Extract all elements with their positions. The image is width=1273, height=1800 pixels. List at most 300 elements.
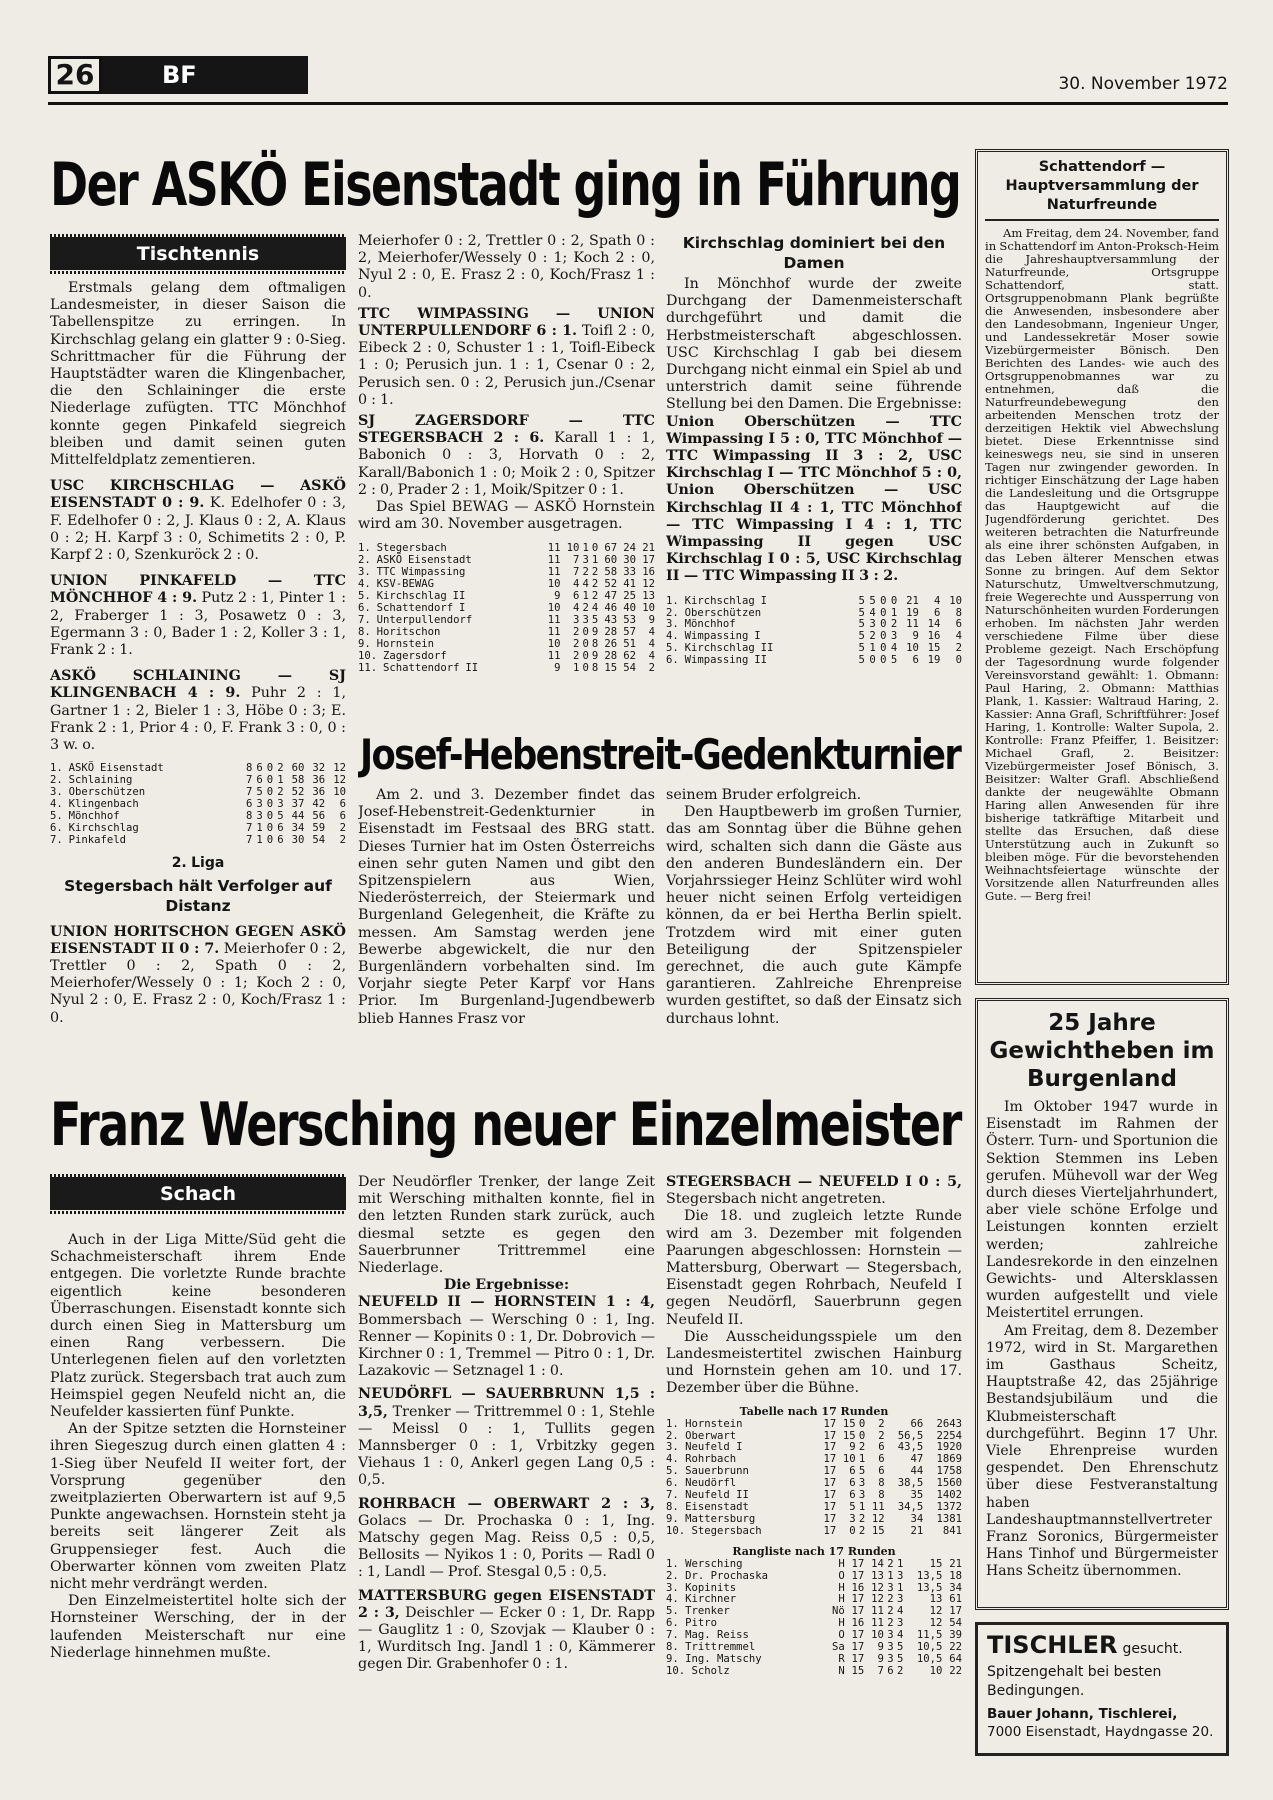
- chess-league-cell: 1402: [936, 1489, 962, 1502]
- tt-table-1-cell: 58: [291, 774, 305, 787]
- tt-table-2-cell: 3: [573, 613, 580, 626]
- chess-league-cell: 17: [823, 1453, 837, 1466]
- tt-table-1-cell: 7: [245, 786, 253, 799]
- chess-league-cell: 0: [858, 1429, 866, 1442]
- tt-table-1-cell: 2: [339, 833, 346, 846]
- chess-col3-text: [666, 1174, 962, 1398]
- tt-column-2: [358, 233, 655, 719]
- chess-rank-row: [666, 1559, 962, 1571]
- tt-table-2-cell: 2: [582, 601, 589, 614]
- chess-league-cell: 6: [878, 1465, 885, 1478]
- tt-table-3-cell: 5: [858, 594, 865, 607]
- tt-intro: Erstmals gelang dem oftmaligen Landesmeister, in dieser Saison die Tabellenspitze zu erringen. In Kirchschlag gelang ein glatter 9 : 0-Sieg. Schrittmacher für die Führung der Hauptstädter waren die Klingenbacher, die den Schlaininger die erste Niederlage zufügten. TTC Mönchhof konnte gegen Pinkafeld siegreich bleiben und damit seinen guten Mittelfeldplatz zementieren.: [50, 280, 346, 469]
- chess-rank-cell: R: [838, 1652, 845, 1665]
- tt-match-2-text: Putz 2 : 1, Pinter 1 : 2, Fraberger 1 : 3, Posawetz 0 : 3, Egermann 3 : 0, Bader 1 : 2, Koller 3 : 1, Frank 2 : 1.: [50, 590, 346, 659]
- tt-table-3-cell: 19: [906, 606, 919, 619]
- chess-rank-team: 2. Dr. Prochaska: [666, 1569, 769, 1582]
- chess-league-cell: 1381: [936, 1512, 962, 1525]
- tt-table-2-cell: 1: [573, 661, 580, 674]
- tt-table-1-cell: 7: [245, 821, 253, 834]
- chess-rank-cell: O: [838, 1569, 845, 1582]
- chess-league-cell: 6: [849, 1489, 856, 1502]
- tt-table-2-row: [358, 639, 655, 651]
- chess-rank-cell: 4: [896, 1605, 904, 1618]
- tt-table-2-cell: 5: [591, 613, 599, 626]
- tt-match-5-text: Toifl 2 : 0, Eibeck 2 : 0, Schuster 1 : 1, Toifl-Eibeck 1 : 0; Perusich jun. 1 : 1, Csenar 0 : 2, Perusich sen. 0 : 2, Perusich jun./Csenar 0 : 1.: [358, 323, 655, 408]
- chess-league-table: [666, 1404, 962, 1538]
- chess-league-cell: 66: [910, 1417, 924, 1430]
- chess-rank-cell: 64: [949, 1652, 962, 1665]
- tt-table-3-team: 1. Kirchschlag I: [666, 594, 768, 607]
- page-number: 26: [48, 56, 102, 94]
- tt-table-1-cell: 1: [256, 833, 263, 846]
- chess-league-cell: 34,5: [897, 1500, 924, 1513]
- tt-col2-text: [358, 233, 655, 719]
- chess-league-cell: 1560: [936, 1477, 962, 1490]
- tt-table-2-team: 8. Horitschon: [358, 625, 441, 638]
- chess-rank-cell: 2: [887, 1557, 894, 1570]
- chess-rank-cell: 5: [896, 1652, 904, 1665]
- chess-league-team: 2. Oberwart: [666, 1429, 737, 1442]
- tt-table-3-cell: 6: [912, 654, 919, 667]
- tt-table-2-cell: 11: [547, 554, 561, 567]
- hebenstreit-col-1: [358, 787, 655, 1073]
- tt-table-2-cell: 58: [604, 566, 618, 579]
- tt-table-1-cell: 0: [266, 809, 274, 822]
- tt-table-2-cell: 10: [547, 637, 561, 650]
- chess-rank-cell: 9: [877, 1641, 884, 1654]
- chess-league-cell: 1920: [936, 1441, 962, 1454]
- chess-rank-cell: Nö: [832, 1605, 845, 1618]
- chess-league-cell: 15: [842, 1417, 856, 1430]
- tt-table-1-cell: 12: [333, 774, 346, 787]
- chess-league-cell: 3: [858, 1477, 866, 1490]
- chess-round-1-head: NEUFELD II — HORNSTEIN 1 : 4,: [358, 1294, 655, 1311]
- chess-column-3: [666, 1174, 962, 1756]
- chess-rank-team: 10. Scholz: [666, 1664, 730, 1677]
- tt-table-2-cell: 11: [547, 566, 561, 579]
- chess-league-cell: 17: [823, 1465, 837, 1478]
- chess-league-cell: 2: [858, 1512, 866, 1525]
- tt-table-2-cell: 57: [623, 625, 637, 638]
- tt-table-2-cell: 62: [623, 649, 637, 662]
- tt-table-1-row: [50, 823, 346, 835]
- tt-table-2-cell: 4: [648, 649, 655, 662]
- tt-table-1-team: 2. Schlaining: [50, 774, 133, 787]
- tt-table-2-team: 7. Unterpullendorf: [358, 613, 473, 626]
- chess-rank-cell: 34: [949, 1581, 962, 1594]
- tt-table-2-cell: 9: [591, 649, 599, 662]
- tt-table-1-cell: 6: [277, 821, 284, 834]
- tt-table-1-cell: 8: [245, 809, 253, 822]
- chess-rank-cell: 1: [887, 1569, 894, 1582]
- chess-rank-cell: 10: [929, 1664, 943, 1677]
- chess-rank-table: [666, 1544, 962, 1678]
- tt-table-1-cell: 0: [266, 762, 274, 775]
- tt-table-1-cell: 3: [277, 798, 284, 810]
- chess-rank-cell: 5: [896, 1641, 904, 1654]
- tt-table-3-team: 2. Oberschützen: [666, 606, 762, 619]
- publication-logo: BF: [102, 56, 308, 94]
- chess-league-cell: 10: [842, 1453, 856, 1466]
- tt-table-2-cell: 4: [648, 637, 655, 650]
- chess-league-cell: 44: [910, 1465, 924, 1478]
- tt-headline: Der ASKÖ Eisenstadt ging in Führung: [50, 150, 961, 220]
- chess-league-cell: 17: [823, 1417, 837, 1430]
- tt-table-2-team: 2. ASKÖ Eisenstadt: [358, 554, 472, 567]
- tt-match-3: [50, 668, 346, 754]
- chess-headline: Franz Wersching neuer Einzelmeister: [50, 1090, 961, 1160]
- chess-rank-cell: 11: [871, 1605, 884, 1618]
- tt-bewag-note: Das Spiel BEWAG — ASKÖ Hornstein wird am 30. November ausgetragen.: [358, 499, 655, 533]
- tt-table-2-cell: 51: [623, 637, 637, 650]
- tt-table-1-cell: 59: [312, 821, 326, 834]
- tt-women-results: Union Oberschützen — TTC Wimpassing I 5 : 0, TTC Mönchhof — TTC Wimpassing II 3 : 2, USC Kirchschlag I — TTC Mönchhof 5 : 0, Union Oberschützen — USC Kirchschlag II 4 : 1, TTC Mönchhof — TTC Wimpassing I 4 : 1, TTC Wimpassing II gegen USC Kirchschlag I 0 : 5, USC Kirchschlag II — TTC Wimpassing II 3 : 2.: [666, 413, 962, 585]
- tt-table-3-cell: 0: [890, 594, 898, 607]
- tt-match-3-head: ASKÖ SCHLAINING — SJ KLINGENBACH 4 : 9.: [50, 668, 346, 702]
- tt-table-1-cell: 42: [312, 798, 326, 810]
- tt-table-2-cell: 0: [591, 542, 599, 555]
- chess-rank-team: 8. Trittremmel: [666, 1641, 756, 1654]
- tt-table-2-cell: 2: [573, 625, 580, 638]
- chess-league-cell: 2: [858, 1441, 866, 1454]
- tt-table-2-cell: 9: [591, 625, 599, 638]
- chess-round-2: [358, 1386, 655, 1489]
- tt-table-2-cell: 4: [573, 578, 580, 591]
- nature-text: [985, 227, 1219, 985]
- chess-rank-cell: 1: [896, 1581, 904, 1594]
- chess-rank-cell: 10,5: [916, 1641, 943, 1654]
- tt-women-text: In Mönchhof wurde der zweite Durchgang der Damenmeisterschaft durchgeführt und damit die Herbstmeisterschaft abgeschlossen. USC Kirchschlag I gab bei diesem Durchgang nicht einmal ein Spiel ab und unterstrich damit seine führende Stellung bei den Damen. Die Ergebnisse:: [666, 276, 962, 413]
- chess-rank-title: Rangliste nach 17 Runden: [732, 1544, 896, 1558]
- tt-match-6-head: SJ ZAGERSDORF — TTC STEGERSBACH 2 : 6.: [358, 413, 655, 447]
- tt-table-2-cell: 17: [642, 554, 655, 567]
- tt-table-2-team: 11. Schattendorf II: [358, 661, 479, 674]
- chess-rank-cell: 2: [887, 1617, 894, 1630]
- chess-rank-cell: 22: [949, 1664, 962, 1677]
- tt-table-3-cell: 19: [927, 654, 941, 667]
- chess-rank-cell: 13,5: [916, 1569, 943, 1582]
- chess-league-cell: 1869: [936, 1453, 962, 1466]
- tt-table-1-cell: 6: [339, 809, 346, 822]
- chess-rank-cell: 13,5: [916, 1581, 943, 1594]
- tt-table-2-cell: 26: [604, 637, 618, 650]
- tt-table-3-cell: 21: [906, 594, 919, 607]
- chess-league-cell: 56,5: [897, 1429, 924, 1442]
- chess-league-cell: 15: [871, 1524, 885, 1537]
- tt-table-3-team: 4. Wimpassing I: [666, 630, 761, 643]
- chess-round-4-text: Deischler — Ecker 0 : 1, Dr. Rapp — Gauglitz 1 : 0, Szovjak — Klauber 0 : 1, Wurditsch Ing. Jandl 1 : 0, Kämmerer gegen Dir. Grabenhofer 0 : 1.: [358, 1604, 655, 1673]
- classified-ad: [975, 1622, 1229, 1756]
- tt-table-3-cell: 0: [955, 654, 962, 667]
- chess-rank-cell: 7: [877, 1664, 884, 1677]
- tt-table-1-cell: 5: [277, 809, 284, 822]
- tt-table-2-row: [358, 663, 655, 675]
- nature-body: Am Freitag, dem 24. November, fand in Schattendorf im Anton-Proksch-Heim die Jahreshauptversammlung der Naturfreunde, Ortsgruppe Schattendorf, statt. Ortsgruppenobmann Plank begrüßte die Anwesenden, insbesondere aber den Landesobmann, Ingenieur Unger, und Landessekretär Moser sowie Vizebürgermeister Bönisch. Den Berichten des Landes- wie auch des Ortsgruppenobmannes war zu entnehmen, daß die Naturfreundebewegung den arbeitenden Menschen trotz der derzeitigen Hektik viel Abwechslung bietet. Diese Erkenntnisse sind keineswegs neu, sie sind in unseren Tagen nur zwingender geworden. In richtiger Einschätzung der Lage haben die Landesleitung und die Ortsgruppe das Hauptgewicht auf die Jugendförderung gerichtet. Des weiteren betrachten die Naturfreunde als eine ihrer schönsten Aufgaben, in das Leben älterer Menschen etwas Sonne zu bringen. Auf dem Sektor Naturschutz, Umweltverschmutzung, freie Wegerechte und Aussperrung von Naturschönheiten wurden Forderungen erhoben. Im nächsten Jahr werden verschiedene Filme über diese Probleme gezeigt. Nach Erschöpfung der Tagesordnung wurde folgender Vereinsvorstand gewählt: 1. Obmann: Paul Haring, 2. Obmann: Matthias Plank, 1. Kassier: Waltraud Haring, 2. Kassier: Anna Grafl, Schriftführer: Josef Haring, 1. Kontrolle: Walter Supola, 2. Kontrolle: Franz Pfeiffer, 1. Beisitzer: Michael Grafl, 2. Beisitzer: Vizebürgermeister Josef Bönisch, 3. Beisitzer: Walter Grafl. Abschließend dankte der neugewählte Obmann Haring allen Anwesenden für ihre bisherige tatkräftige Mitarbeit und stellte das Ersuchen, daß diese Unterstützung auch in Zukunft so bleiben möge. Für die bevorstehenden Weihnachtsfeiertage wünschte der Vorsitzende allen Naturfreunden alles Gute. — Berg frei!: [985, 227, 1219, 903]
- chess-league-cell: 2254: [936, 1429, 962, 1442]
- tt-match-1-text: K. Edelhofer 0 : 3, F. Edelhofer 0 : 2, J. Klaus 0 : 2, A. Klaus 0 : 2; H. Karpf 3 : 0, Schimetits 2 : 0, P. Karpf 2 : 0, Szenkuröck 2 : 0.: [50, 495, 346, 564]
- tt-table-1-cell: 36: [312, 786, 326, 799]
- tt-table-2-cell: 3: [582, 613, 589, 626]
- chess-rank-cell: 15: [929, 1557, 943, 1570]
- tt-table-2-cell: 3: [582, 554, 589, 567]
- chess-rank-team: 6. Pitro: [666, 1617, 718, 1630]
- tt-table-3-cell: 6: [955, 618, 962, 631]
- chess-rank-cell: 10,5: [916, 1652, 943, 1665]
- tt-table-2-cell: 9: [648, 613, 655, 626]
- chess-league-row: [666, 1514, 962, 1526]
- tt-table-1-cell: 6: [277, 833, 284, 846]
- chess-league-cell: 2: [878, 1417, 885, 1430]
- chess-rank-cell: 17: [851, 1629, 865, 1642]
- tt-table-3-row: [666, 655, 962, 667]
- tt-table-2-cell: 60: [604, 554, 618, 567]
- chess-round-2-head: NEUDÖRFL — SAUERBRUNN 1,5 : 3,5,: [358, 1386, 655, 1420]
- chess-rank-cell: 17: [949, 1605, 962, 1618]
- tt-table-2-team: 6. Schattendorf I: [358, 601, 466, 614]
- tt-table-1-cell: 7: [245, 833, 253, 846]
- tt-table-1-team: 6. Kirchschlag: [50, 821, 139, 834]
- tt-table-1-team: 7. Pinkafeld: [50, 833, 127, 846]
- tt-table-1-cell: 1: [256, 821, 263, 834]
- tt-table-3-cell: 2: [869, 630, 876, 643]
- tt-table-2-cell: 15: [604, 661, 618, 674]
- chess-rank-cell: 1: [896, 1557, 904, 1570]
- tt-table-1-cell: 10: [333, 786, 346, 799]
- chess-rank-cell: 39: [949, 1629, 962, 1642]
- chess-round-3-head: ROHRBACH — OBERWART 2 : 3,: [358, 1495, 655, 1512]
- tt-table-1-cell: 2: [339, 821, 346, 834]
- tt-table-2-cell: 7: [573, 566, 580, 579]
- chess-rank-cell: H: [838, 1557, 845, 1570]
- chess-rank-cell: 17: [851, 1652, 865, 1665]
- chess-round-4: [358, 1588, 655, 1674]
- chess-league-cell: 6: [878, 1453, 885, 1466]
- tt-table-2-cell: 2: [591, 578, 599, 591]
- tt-col3-text: [666, 276, 962, 716]
- tt-table-1-cell: 7: [245, 774, 253, 787]
- chess-league-cell: 9: [849, 1441, 856, 1454]
- chess-rank-cell: 3: [887, 1581, 894, 1594]
- chess-league-cell: 2: [858, 1524, 866, 1537]
- tt-table-1-cell: 36: [312, 774, 326, 787]
- chess-league-team: 7. Neufeld II: [666, 1489, 749, 1502]
- tt-match-1-head: USC KIRCHSCHLAG — ASKÖ EISENSTADT 0 : 9.: [50, 478, 346, 512]
- chess-rank-cell: 17: [851, 1641, 865, 1654]
- tt-table-2-cell: 2: [591, 590, 599, 603]
- tt-table-2-team: 5. Kirchschlag II: [358, 590, 466, 603]
- chess-table-title: Tabelle nach 17 Runden: [739, 1404, 889, 1418]
- tt-match-5-head: TTC WIMPASSING — UNION UNTERPULLENDORF 6 : 1.: [358, 305, 655, 340]
- chess-rank-cell: Sa: [832, 1641, 845, 1654]
- chess-league-cell: 3: [849, 1512, 856, 1525]
- tt-table-2-cell: 2: [573, 649, 580, 662]
- chess-rank-cell: 11,5: [916, 1629, 943, 1642]
- tt-table-2-cell: 53: [623, 613, 637, 626]
- tt-table-1-cell: 54: [312, 833, 326, 846]
- chess-league-cell: 47: [910, 1453, 924, 1466]
- tt-table-3-cell: 1: [890, 606, 898, 619]
- tt-table-3-cell: 9: [912, 630, 919, 643]
- hebenstreit-text-2a: seinem Bruder erfolgreich.: [666, 787, 862, 803]
- tt-table-3: [666, 596, 962, 667]
- chess-rank-team: 7. Mag. Reiss: [666, 1629, 749, 1642]
- tt-table-2-cell: 4: [591, 601, 599, 614]
- chess-league-team: 6. Neudörfl: [666, 1477, 737, 1490]
- tt-table-3-cell: 14: [927, 618, 941, 631]
- chess-rank-cell: 13: [871, 1569, 884, 1582]
- tt-table-2-cell: 10: [547, 578, 561, 591]
- tt-table-2-cell: 1: [591, 554, 599, 567]
- chess-rank-cell: 16: [851, 1581, 865, 1594]
- tt-table-2-cell: 52: [604, 578, 618, 591]
- chess-league-cell: 12: [871, 1512, 885, 1525]
- chess-rank-cell: 12: [929, 1617, 943, 1630]
- weights-headline: 25 Jahre Gewichtheben im Burgenland: [989, 1010, 1215, 1092]
- issue-date: 30. November 1972: [1058, 74, 1228, 94]
- chess-league-team: 5. Sauerbrunn: [666, 1465, 749, 1478]
- tt-table-3-team: 3. Mönchhof: [666, 618, 736, 631]
- chess-rank-cell: 13: [929, 1593, 943, 1606]
- chess-league-team: 10. Stegersbach: [666, 1524, 762, 1537]
- tt-table-1-cell: 32: [312, 762, 326, 775]
- tt-table-2-cell: 9: [554, 590, 561, 603]
- chess-rank-cell: 12: [871, 1581, 884, 1594]
- tt-table-1-team: 4. Klingenbach: [50, 798, 139, 810]
- tt-table-3-cell: 5: [858, 618, 865, 631]
- tt-table-2-cell: 11: [547, 625, 561, 638]
- chess-league-row: [666, 1526, 962, 1538]
- tt-table-3-cell: 11: [906, 618, 919, 631]
- tt-table-1-cell: 3: [256, 798, 263, 810]
- tt-table-1-cell: 2: [277, 762, 284, 775]
- tt-match-5: [358, 306, 655, 409]
- chess-league-cell: 3: [858, 1489, 866, 1502]
- tt-table-2-cell: 11: [547, 542, 561, 555]
- weights-p2: Am Freitag, dem 8. Dezember 1972, wird in St. Margarethen im Gasthaus Scheitz, Hauptstraße 42, das 25jährige Bestandsjubiläum und die Klubmeisterschaft durchgeführt. Beginn 17 Uhr. Viele Ehrenpreise wurden gespendet. Den Ehrenschutz über diese Festveranstaltung haben Landeshauptmannstellvertreter Franz Soronics, Bürgermeister Hans Tinhof und Bürgermeister Hans Scheitz übernommen.: [986, 1322, 1218, 1579]
- chess-rank-cell: 18: [949, 1569, 962, 1582]
- chess-league-cell: 0: [858, 1417, 866, 1430]
- tt-table-2-cell: 4: [573, 601, 580, 614]
- tt-table-2-cell: 25: [623, 590, 637, 603]
- tt-col1-text: [50, 280, 346, 1046]
- chess-rank-cell: 2: [896, 1664, 904, 1677]
- tt-table-2-team: 3. TTC Wimpassing: [358, 566, 466, 579]
- tt-table-2-cell: 43: [604, 613, 618, 626]
- chess-col1-text: [50, 1232, 346, 1752]
- tt-table-3-cell: 5: [858, 630, 865, 643]
- hebenstreit-text-2b: Den Hauptbewerb im großen Turnier, das am Sonntag über die Bühne gehen wird, schalten sich dann die Gäste aus den anderen Bundesländern ein. Der Vorjahrssieger Heinz Schlüter wird wohl heuer nicht seinen Erfolg verteidigen können, da er bei Hertha Berlin spielt. Trotzdem wird mit einer guten Beteiligung der Spitzenspieler gerechnet, die auch gute Kämpfe garantieren. Zahlreiche Ehrenpreise wurden gestiftet, so daß der Einsatz sich durchaus lohnt.: [666, 804, 962, 1027]
- tt-table-2-cell: 47: [604, 590, 618, 603]
- tt-table-1-cell: 0: [266, 833, 274, 846]
- chess-league-team: 9. Mattersburg: [666, 1512, 756, 1525]
- ad-line-3: 7000 Eisenstadt, Haydngasse 20.: [987, 1724, 1214, 1740]
- tt-table-1-cell: 30: [291, 833, 305, 846]
- tt-table-3-cell: 0: [869, 654, 876, 667]
- tt-match-2: [50, 573, 346, 659]
- tt-table-1-cell: 52: [291, 786, 305, 799]
- chess-round-4-head: MATTERSBURG gegen EISENSTADT 2 : 3,: [358, 1587, 655, 1621]
- ad-title-line: [987, 1631, 1217, 1659]
- tt-table-2-cell: 2: [648, 661, 655, 674]
- tt-table-1-cell: 0: [266, 821, 274, 834]
- chess-league-cell: 17: [823, 1441, 837, 1454]
- chess-p5: Die 18. und zugleich letzte Runde wird am 3. Dezember mit folgenden Paarungen abgeschlossen: Hornstein — Mattersburg, Oberwart — Stegersbach, Eisenstadt gegen Rohrbach, Neufeld I gegen Neudörfl, Sauerbrunn gegen Neufeld II.: [666, 1208, 962, 1328]
- tt-table-3-team: 6. Wimpassing II: [666, 654, 768, 667]
- tt-table-2-cell: 10: [547, 601, 561, 614]
- tt-table-2-cell: 46: [604, 601, 618, 614]
- tt-table-3-cell: 4: [890, 642, 898, 655]
- chess-league-cell: 2: [878, 1429, 885, 1442]
- tt-table-2-cell: 54: [623, 661, 637, 674]
- chess-league-cell: 38,5: [897, 1477, 924, 1490]
- tt-table-3-cell: 3: [890, 630, 898, 643]
- ad-line-2: Bauer Johann, Tischlerei,: [987, 1706, 1178, 1722]
- chess-rank-row: [666, 1666, 962, 1678]
- chess-column-2: [358, 1174, 655, 1756]
- chess-rank-team: 1. Wersching: [666, 1557, 743, 1570]
- tt-table-1: [50, 763, 346, 846]
- chess-league-cell: 15: [842, 1429, 856, 1442]
- chess-league-cell: 6: [878, 1441, 885, 1454]
- chess-league-cell: 1: [858, 1453, 866, 1466]
- chess-rank-cell: 4: [896, 1629, 904, 1642]
- tt-table-2-cell: 6: [573, 590, 580, 603]
- chess-rank-cell: 3: [887, 1652, 894, 1665]
- tt-table-2-cell: 24: [623, 542, 637, 555]
- chess-league-cell: 1372: [936, 1500, 962, 1513]
- chess-rank-cell: 2: [887, 1605, 894, 1618]
- tt-table-2-cell: 13: [642, 590, 655, 603]
- tt-match-4-head: UNION HORITSCHON GEGEN ASKÖ EISENSTADT II 0 : 7.: [50, 923, 346, 957]
- chess-rank-cell: 17: [851, 1593, 865, 1606]
- chess-rank-cell: 3: [896, 1617, 904, 1630]
- tt-table-2-team: 4. KSV-BEWAG: [358, 578, 435, 591]
- tt-table-3-cell: 5: [858, 642, 865, 655]
- tt-table-1-cell: 6: [256, 762, 263, 775]
- chess-league-cell: 5: [858, 1465, 866, 1478]
- chess-league-row: [666, 1419, 962, 1431]
- tt-table-2-cell: 12: [642, 578, 655, 591]
- tt-table-1-cell: 1: [277, 774, 284, 787]
- tt-table-2-cell: 40: [623, 601, 637, 614]
- chess-p3: Den Einzelmeistertitel holte sich der Hornsteiner Wersching, der in der laufenden Meisterschaft nur eine Niederlage hinnehmen mußte.: [50, 1593, 346, 1661]
- tt-table-1-cell: 2: [277, 786, 284, 799]
- tt-table-1-cell: 6: [339, 798, 346, 810]
- chess-rank-cell: 3: [896, 1593, 904, 1606]
- chess-round-2-text: Trenker — Trittremmel 0 : 1, Stehle — Meissl 0 : 1, Tullits gegen Mannsberger 0 : 1, Vrbitzky gegen Viehaus 1 : 0, Ankerl gegen Lang 0,5 : 0,5.: [358, 1403, 655, 1489]
- chess-rank-cell: 21: [949, 1557, 962, 1570]
- chess-rank-cell: 17: [851, 1557, 865, 1570]
- tt-table-2-row: [358, 615, 655, 627]
- tt-table-2-cell: 33: [623, 566, 637, 579]
- tt-table-1-cell: 0: [266, 798, 274, 810]
- tt-table-1-cell: 37: [291, 798, 305, 810]
- tt-table-3-cell: 0: [880, 654, 887, 667]
- chess-league-cell: 17: [823, 1489, 837, 1502]
- tt-table-1-cell: 0: [266, 786, 274, 799]
- chess-rank-cell: 54: [949, 1617, 962, 1630]
- chess-league-cell: 17: [823, 1500, 837, 1513]
- chess-rank-cell: H: [838, 1617, 845, 1630]
- tt-table-3-cell: 5: [869, 594, 876, 607]
- tt-match-6-text: Karall 1 : 1, Babonich 0 : 3, Horvath 0 : 2, Karall/Babonich 1 : 0; Moik 2 : 0, Spitzer 2 : 0, Prader 2 : 1, Moik/Spitzer 0 : 1.: [358, 430, 655, 498]
- chess-rank-team: 9. Ing. Matschy: [666, 1652, 762, 1665]
- tt-column-3: [666, 233, 962, 719]
- chess-rank-cell: H: [838, 1593, 845, 1606]
- tt-match-6: [358, 413, 655, 499]
- tt-table-2-cell: 16: [642, 566, 655, 579]
